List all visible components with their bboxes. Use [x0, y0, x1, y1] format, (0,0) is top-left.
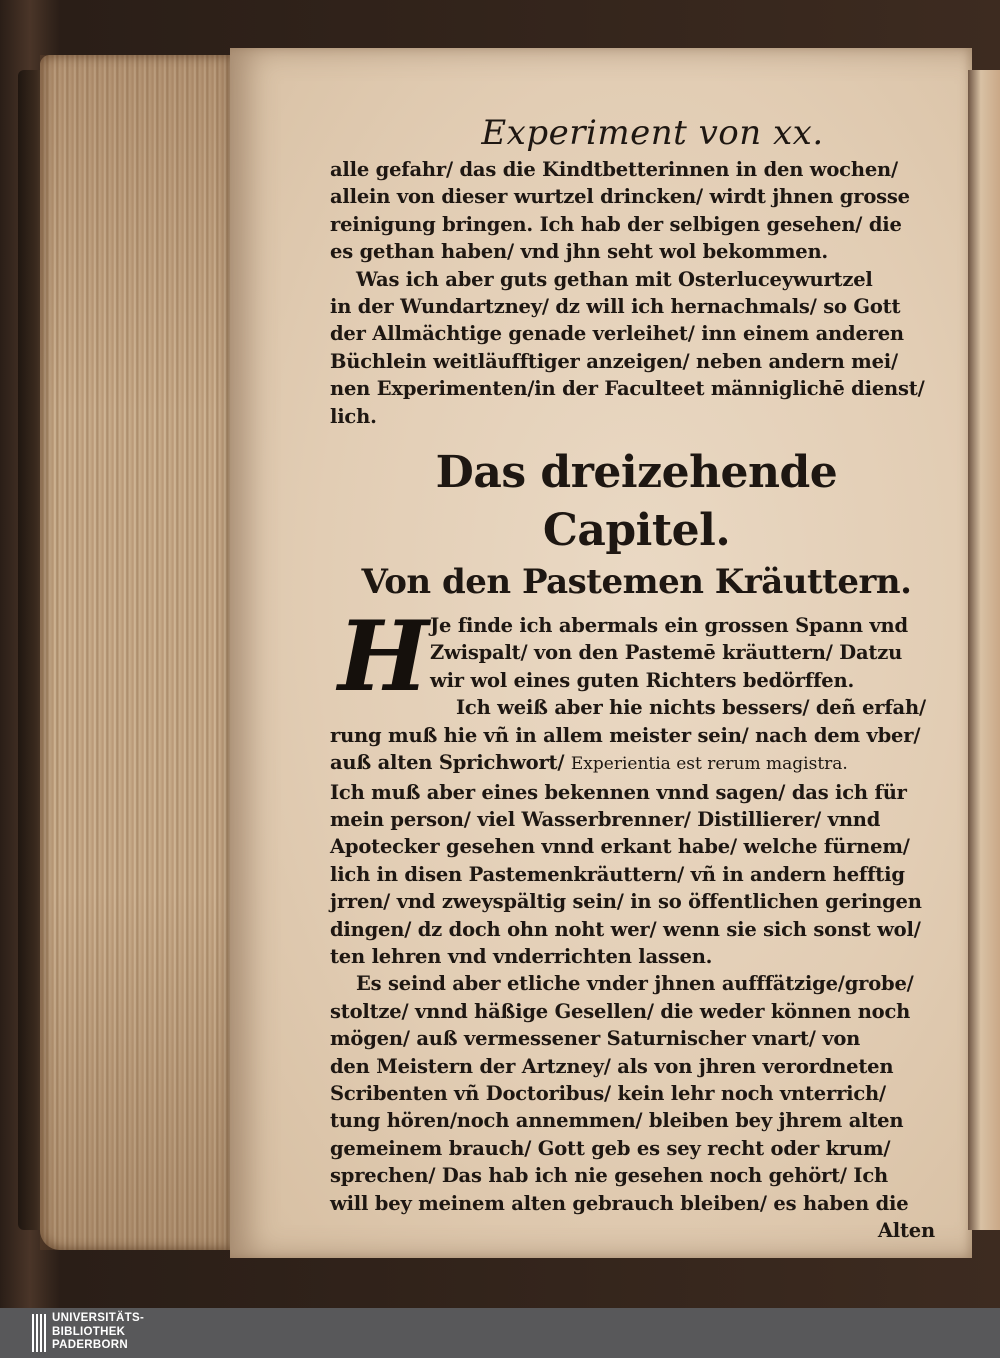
paragraph-three [330, 694, 935, 970]
text-line: Apotecker gesehen vnnd erkant habe/ welche fürnem/ [330, 835, 910, 859]
facing-page-edge [968, 70, 1000, 1230]
text-line: den Meistern der Artzney/ als von jhren verordneten [330, 1054, 894, 1078]
text-line: will bey meinem alten gebrauch bleiben/ es haben die [330, 1191, 909, 1215]
text-line: sprechen/ Das hab ich nie gesehen noch gehört/ Ich [330, 1164, 889, 1188]
text-line: Scribenten vñ Doctoribus/ kein lehr noch vnterrich/ [330, 1081, 886, 1105]
text-line: stoltze/ vnnd häßige Gesellen/ die weder können noch [330, 999, 911, 1023]
paragraph-two [330, 266, 935, 430]
library-logo-text [52, 1312, 144, 1353]
text-line: reinigung bringen. Ich hab der selbigen gesehen/ die [330, 212, 902, 236]
library-footer [0, 1308, 1000, 1358]
text-line: in der Wundartzney/ dz will ich hernachmals/ so Gott [330, 295, 901, 319]
page-block-edges [40, 55, 235, 1250]
catchword: Alten [877, 1219, 935, 1242]
text-line: gemeinem brauch/ Gott geb es sey recht oder krum/ [330, 1136, 891, 1160]
text-line: dingen/ dz doch ohn noht wer/ wenn sie sich sonst wol/ [330, 917, 921, 941]
library-bars-icon [32, 1314, 46, 1352]
logo-line: UNIVERSITÄTS- [52, 1312, 145, 1324]
text-line: Ich weiß aber hie nichts bessers/ deñ erfah/ [456, 696, 926, 720]
text-line: Je finde ich abermals ein grossen Spann vnd [430, 614, 908, 638]
text-line: wir wol eines guten Richters bedörffen. [430, 668, 855, 692]
text-line: Zwispalt/ von den Pastemē kräuttern/ Datzu [430, 641, 903, 665]
text-line: mein person/ viel Wasserbrenner/ Distillierer/ vnnd [330, 807, 881, 831]
page-text [330, 110, 935, 1244]
chapter-subtitle: Von den Pastemen Kräuttern. [361, 562, 912, 603]
chapter-title: Das dreizehende Capitel. [435, 447, 838, 557]
paragraph-four [330, 970, 935, 1217]
text-line: alle gefahr/ das die Kindtbetterinnen in den wochen/ [330, 158, 898, 181]
text-line [330, 749, 935, 778]
text-line: ten lehren vnd vnderrichten lassen. [330, 944, 713, 968]
text-line: allein von dieser wurtzel drincken/ wirdt jhnen grosse [330, 185, 910, 209]
text-fragment: auß alten Sprichwort/ [330, 751, 565, 775]
text-line: jrren/ vnd zweyspältig sein/ in so öffentlichen geringen [330, 890, 922, 914]
latin-phrase: Experientia est rerum magistra. [570, 754, 848, 775]
running-head: Experiment von xx. [481, 113, 824, 153]
opening-paragraph [330, 156, 935, 266]
text-line: der Allmächtige genade verleihet/ inn einem anderen [330, 322, 904, 346]
decorated-initial: H [338, 600, 429, 714]
text-line: tung hören/noch annemmen/ bleiben bey jhrem alten [330, 1109, 904, 1133]
text-line: lich in disen Pastemenkräuttern/ vñ in andern hefftig [330, 862, 905, 886]
logo-line: PADERBORN [52, 1339, 128, 1351]
logo-line: BIBLIOTHEK [52, 1325, 126, 1338]
text-line: Es seind aber etliche vnder jhnen aufffätzige/grobe/ [356, 972, 914, 996]
text-line: lich. [330, 404, 377, 428]
text-line: Was ich aber guts gethan mit Osterluceywurtzel [356, 267, 873, 291]
text-line: nen Experimenten/in der Faculteet männiglichē dienst/ [330, 377, 925, 401]
text-line: Büchlein weitläufftiger anzeigen/ neben andern mei/ [330, 349, 898, 373]
text-line: Ich muß aber eines bekennen vnnd sagen/ das ich für [330, 780, 907, 804]
text-line: mögen/ auß vermessener Saturnischer vnart/ von [330, 1027, 861, 1051]
text-line: rung muß hie vñ in allem meister sein/ nach dem vber/ [330, 723, 921, 747]
text-line: es gethan haben/ vnd jhn seht wol bekommen. [330, 240, 829, 264]
